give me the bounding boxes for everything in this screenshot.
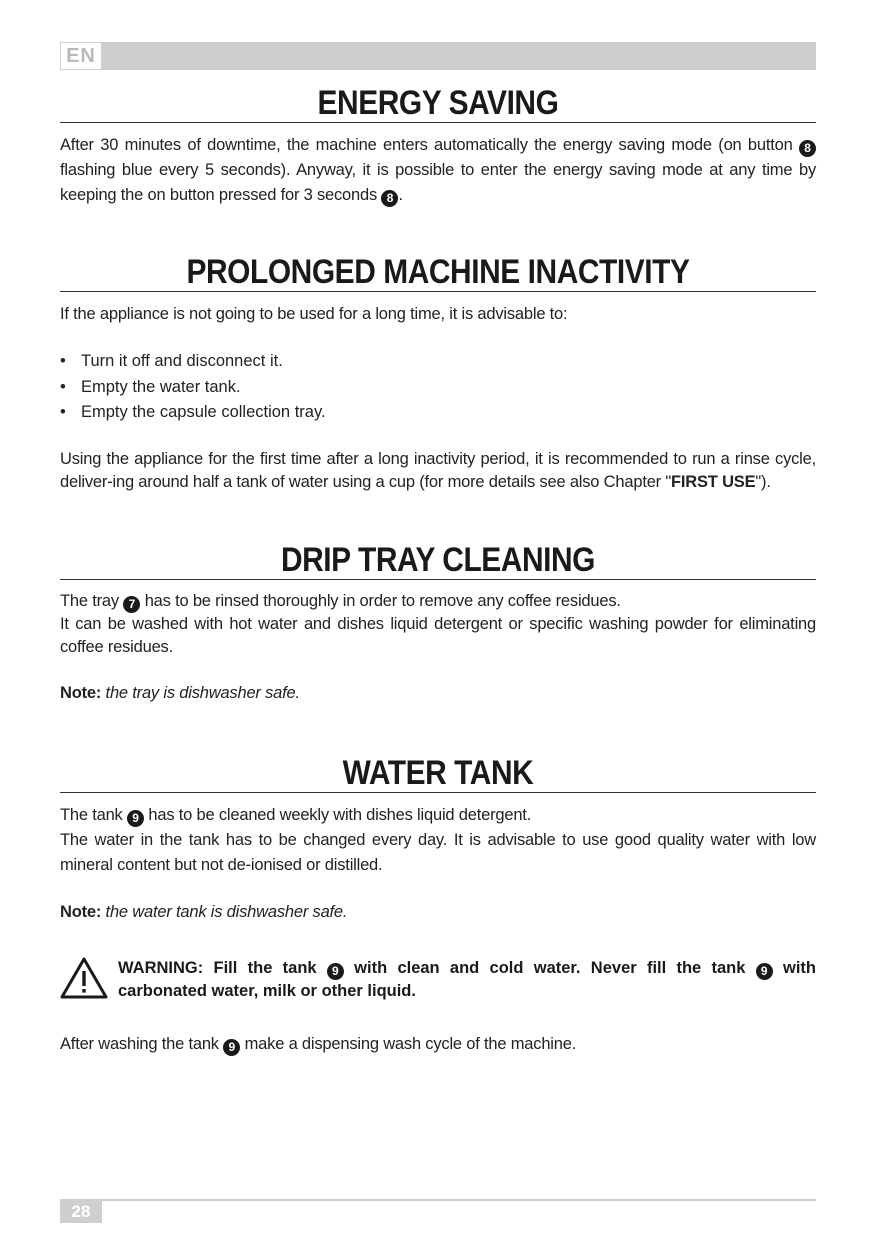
- part-number-badge: 8: [381, 190, 398, 207]
- section-title: DRIP TRAY CLEANING: [280, 541, 596, 579]
- section-title: PROLONGED MACHINE INACTIVITY: [186, 253, 690, 291]
- part-number-badge: 9: [327, 963, 344, 980]
- text-run: has to be cleaned weekly with dishes liquid detergent.: [144, 806, 532, 824]
- text-run: has to be rinsed thoroughly in order to remove any coffee residues.: [140, 592, 621, 610]
- section-prolonged-inactivity: [60, 253, 816, 494]
- list-item: • Empty the water tank.: [60, 375, 816, 401]
- energy-paragraph: [60, 133, 816, 208]
- text-run: WARNING: Fill the tank: [118, 959, 327, 977]
- note-text: the tray is dishwasher safe.: [101, 684, 300, 702]
- title-rule: [60, 122, 816, 123]
- part-number-badge: 8: [799, 140, 816, 157]
- section-water-tank: [60, 754, 816, 925]
- tank-line-2: The water in the tank has to be changed every day. It is advisable to use good quality water with low mineral content but not de-ionised or distilled.: [60, 831, 816, 874]
- section-title: WATER TANK: [342, 754, 534, 792]
- text-run: .: [398, 186, 403, 204]
- section-drip-tray: [60, 541, 816, 706]
- text-run: flashing blue every 5 seconds). Anyway, it is possible to enter the energy saving mode at any time by keeping the on button pressed for 3 seconds: [60, 161, 816, 204]
- text-run: with carbonated water, milk or other liquid.: [118, 959, 816, 1000]
- section-title: ENERGY SAVING: [317, 84, 559, 122]
- part-number-badge: 9: [756, 963, 773, 980]
- inactivity-list: [60, 349, 816, 426]
- note-label: Note:: [60, 684, 102, 702]
- tank-after-wash: [60, 1032, 816, 1057]
- inactivity-intro: If the appliance is not going to be used for a long time, it is advisable to:: [60, 305, 568, 323]
- part-number-badge: 9: [223, 1039, 240, 1056]
- drip-note: [60, 681, 816, 706]
- section-energy-saving: [60, 84, 816, 208]
- text-run: After 30 minutes of downtime, the machine enters automatically the energy saving mode (on button: [60, 136, 799, 154]
- part-number-badge: 9: [127, 810, 144, 827]
- page-number: 28: [60, 1201, 102, 1223]
- warning-text: [118, 957, 816, 1002]
- list-item: • Turn it off and disconnect it.: [60, 349, 816, 375]
- language-label: EN: [60, 42, 102, 70]
- text-run: ").: [755, 472, 771, 491]
- text-run: The tank: [60, 806, 127, 824]
- tank-line-1: [60, 803, 816, 828]
- text-run: with clean and cold water. Never fill the tank: [343, 959, 756, 977]
- title-rule: [60, 291, 816, 292]
- drip-line-2: It can be washed with hot water and dishes liquid detergent or specific washing powder for eliminating coffee residues.: [60, 615, 816, 656]
- note-text: the water tank is dishwasher safe.: [101, 903, 348, 921]
- inactivity-outro: [60, 448, 816, 494]
- note-label: Note:: [60, 903, 102, 921]
- list-item: • Empty the capsule collection tray.: [60, 400, 816, 426]
- header-bar: [60, 42, 816, 70]
- text-run: Using the appliance for the first time after a long inactivity period, it is recommended to run a rinse cycle, deliver-ing around half a tank of water using a cup (for more details see also Chapter ": [60, 449, 816, 491]
- footer-rule: [60, 1199, 816, 1201]
- title-rule: [60, 579, 816, 580]
- tank-note: [60, 900, 816, 925]
- warning-triangle-icon: [60, 956, 108, 1000]
- drip-line-1: [60, 590, 816, 613]
- text-run: make a dispensing wash cycle of the machine.: [240, 1035, 577, 1053]
- text-run: After washing the tank: [60, 1035, 224, 1053]
- chapter-reference: FIRST USE: [671, 472, 756, 491]
- text-run: The tray: [60, 592, 124, 610]
- title-rule: [60, 792, 816, 793]
- part-number-badge: 7: [123, 596, 140, 613]
